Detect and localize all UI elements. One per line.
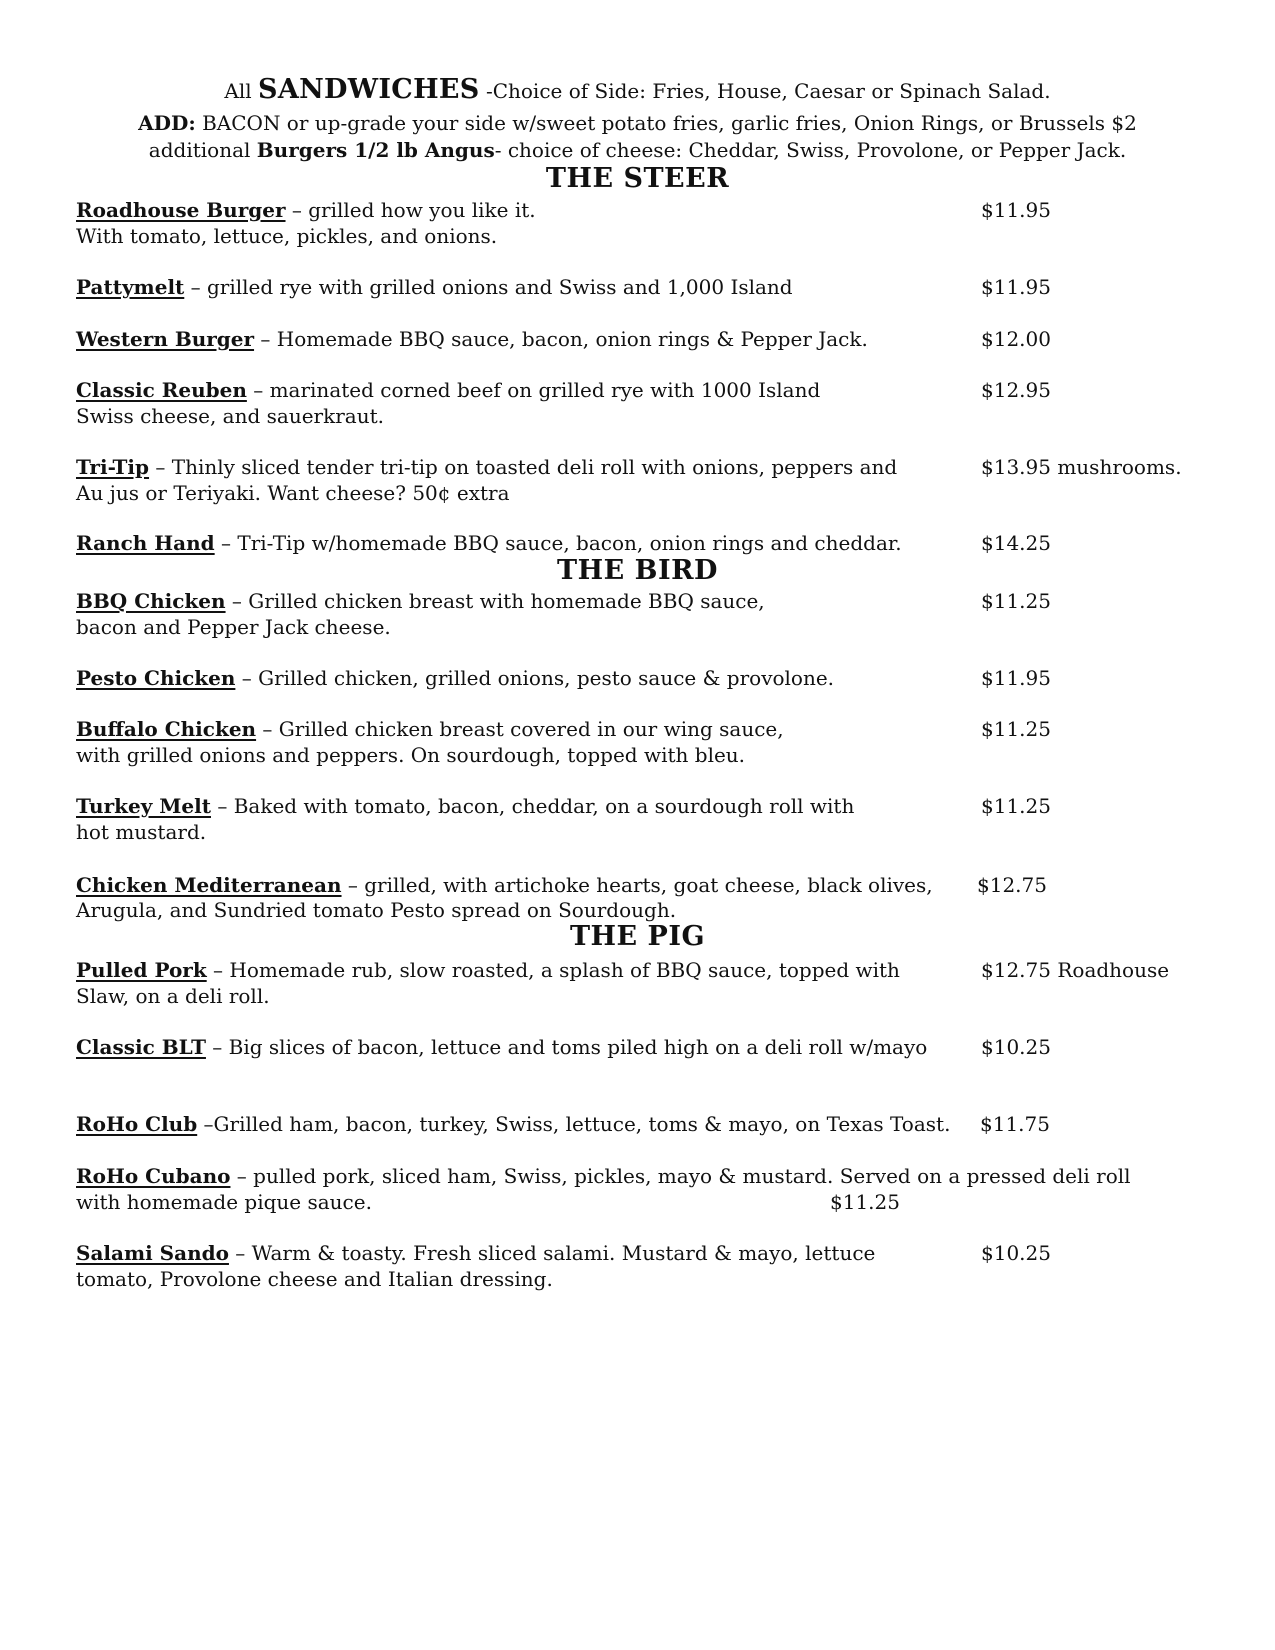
intro-text: - choice of cheese: Cheddar, Swiss, Provolone, or Pepper Jack. bbox=[494, 138, 1127, 162]
item-name: Chicken Mediterranean bbox=[76, 873, 342, 897]
item-name: Pesto Chicken bbox=[76, 666, 236, 690]
item-desc: – Grilled chicken, grilled onions, pesto sauce & provolone. bbox=[235, 666, 835, 690]
item-desc: – Big slices of bacon, lettuce and toms piled high on a deli roll w/mayo bbox=[205, 1035, 928, 1059]
item-name: Pulled Pork bbox=[76, 958, 207, 982]
item-price: $11.25 bbox=[981, 794, 1051, 818]
item-name: Ranch Hand bbox=[76, 531, 215, 555]
menu-item-ranch-hand bbox=[76, 530, 902, 556]
item-price: $11.95 bbox=[981, 275, 1051, 299]
item-name: RoHo Club bbox=[76, 1112, 198, 1136]
item-desc-line-2: Slaw, on a deli roll. bbox=[76, 984, 270, 1008]
menu-item-classic-reuben bbox=[76, 377, 820, 403]
item-price: $11.75 bbox=[980, 1112, 1050, 1136]
menu-item-roho-club bbox=[76, 1111, 950, 1137]
intro-line-1 bbox=[0, 76, 1275, 105]
item-desc: – Grilled chicken breast with homemade BBQ sauce, bbox=[225, 589, 765, 613]
item-desc-line-2: tomato, Provolone cheese and Italian dressing. bbox=[76, 1267, 553, 1291]
menu-item-buffalo-chicken bbox=[76, 716, 784, 742]
item-name: Classic BLT bbox=[76, 1035, 206, 1059]
menu-item-pesto-chicken bbox=[76, 665, 834, 691]
item-name: Pattymelt bbox=[76, 275, 185, 299]
item-desc: – Baked with tomato, bacon, cheddar, on a sourdough roll with bbox=[211, 794, 855, 818]
item-name: RoHo Cubano bbox=[76, 1164, 231, 1188]
intro-text: -Choice of Side: Fries, House, Caesar or Spinach Salad. bbox=[479, 79, 1051, 103]
section-title-bird: THE BIRD bbox=[557, 555, 718, 586]
item-price: $12.75 bbox=[977, 873, 1047, 897]
section-title-pig: THE PIG bbox=[569, 921, 706, 952]
sandwiches-heading: SANDWICHES bbox=[258, 74, 480, 105]
item-price: $11.25 bbox=[981, 589, 1051, 613]
item-desc: – Warm & toasty. Fresh sliced salami. Mustard & mayo, lettuce bbox=[228, 1241, 876, 1265]
item-name: Buffalo Chicken bbox=[76, 717, 257, 741]
menu-item-classic-blt bbox=[76, 1034, 927, 1060]
menu-item-pattymelt bbox=[76, 274, 793, 300]
item-price: $10.25 bbox=[981, 1241, 1051, 1265]
item-price: $10.25 bbox=[981, 1035, 1051, 1059]
intro-line-3 bbox=[0, 137, 1275, 164]
menu-item-bbq-chicken bbox=[76, 588, 765, 614]
intro-text: BACON or up-grade your side w/sweet potato fries, garlic fries, Onion Rings, or Brussels $2 bbox=[195, 111, 1137, 135]
add-label: ADD: bbox=[138, 111, 196, 135]
item-name: Salami Sando bbox=[76, 1241, 229, 1265]
item-desc: – grilled rye with grilled onions and Swiss and 1,000 Island bbox=[184, 275, 793, 299]
menu-item-tri-tip bbox=[76, 454, 897, 480]
menu-item-salami-sando bbox=[76, 1240, 875, 1266]
item-desc: – Grilled chicken breast covered in our wing sauce, bbox=[256, 717, 784, 741]
item-desc: – grilled, with artichoke hearts, goat cheese, black olives, bbox=[341, 873, 933, 897]
item-desc: – marinated corned beef on grilled rye with 1000 Island bbox=[246, 378, 821, 402]
item-price: $12.95 bbox=[981, 378, 1051, 402]
menu-item-chicken-mediterranean bbox=[76, 872, 933, 898]
menu-item-western-burger bbox=[76, 326, 868, 352]
item-desc: – Homemade BBQ sauce, bacon, onion rings & Pepper Jack. bbox=[254, 327, 868, 351]
item-name: Turkey Melt bbox=[76, 794, 211, 818]
item-desc-line-2: With tomato, lettuce, pickles, and onions. bbox=[76, 224, 498, 248]
intro-line-2 bbox=[0, 110, 1275, 137]
item-price: $11.25 bbox=[830, 1190, 900, 1214]
item-name: Roadhouse Burger bbox=[76, 198, 286, 222]
item-desc: – Homemade rub, slow roasted, a splash of BBQ sauce, topped with bbox=[206, 958, 900, 982]
item-desc-line-2: with homemade pique sauce. bbox=[76, 1190, 372, 1214]
section-title-steer: THE STEER bbox=[545, 163, 730, 194]
item-name: Classic Reuben bbox=[76, 378, 247, 402]
item-desc-line-2: bacon and Pepper Jack cheese. bbox=[76, 615, 391, 639]
item-desc-line-2: with grilled onions and peppers. On sourdough, topped with bleu. bbox=[76, 743, 746, 767]
item-name: Western Burger bbox=[76, 327, 255, 351]
item-desc: – Tri-Tip w/homemade BBQ sauce, bacon, onion rings and cheddar. bbox=[214, 531, 902, 555]
item-price: $11.95 bbox=[981, 666, 1051, 690]
intro-text: All bbox=[224, 79, 259, 103]
item-desc: – pulled pork, sliced ham, Swiss, pickles, mayo & mustard. Served on a pressed deli roll bbox=[230, 1164, 1131, 1188]
item-price: $11.95 bbox=[981, 198, 1051, 222]
item-desc-line-2: Swiss cheese, and sauerkraut. bbox=[76, 404, 384, 428]
item-desc-line-2: Arugula, and Sundried tomato Pesto spread on Sourdough. bbox=[76, 898, 677, 922]
item-price: $11.25 bbox=[981, 717, 1051, 741]
menu-item-pulled-pork bbox=[76, 957, 900, 983]
intro-text: additional bbox=[148, 138, 257, 162]
item-name: Tri-Tip bbox=[76, 455, 150, 479]
item-price: $12.75 Roadhouse bbox=[981, 958, 1170, 982]
menu-item-roho-cubano bbox=[76, 1163, 1131, 1189]
menu-item-roadhouse-burger bbox=[76, 197, 536, 223]
menu-item-turkey-melt bbox=[76, 793, 854, 819]
item-name: BBQ Chicken bbox=[76, 589, 226, 613]
item-desc-line-2: Au jus or Teriyaki. Want cheese? 50¢ extra bbox=[76, 481, 510, 505]
item-price: $13.95 mushrooms. bbox=[981, 455, 1182, 479]
item-desc: – grilled how you like it. bbox=[285, 198, 536, 222]
burgers-label: Burgers 1/2 lb Angus bbox=[256, 138, 495, 162]
item-desc: –Grilled ham, bacon, turkey, Swiss, lettuce, toms & mayo, on Texas Toast. bbox=[197, 1112, 951, 1136]
item-desc-line-2: hot mustard. bbox=[76, 820, 207, 844]
item-price: $14.25 bbox=[981, 531, 1051, 555]
item-desc: – Thinly sliced tender tri-tip on toasted deli roll with onions, peppers and bbox=[149, 455, 898, 479]
item-price: $12.00 bbox=[981, 327, 1051, 351]
